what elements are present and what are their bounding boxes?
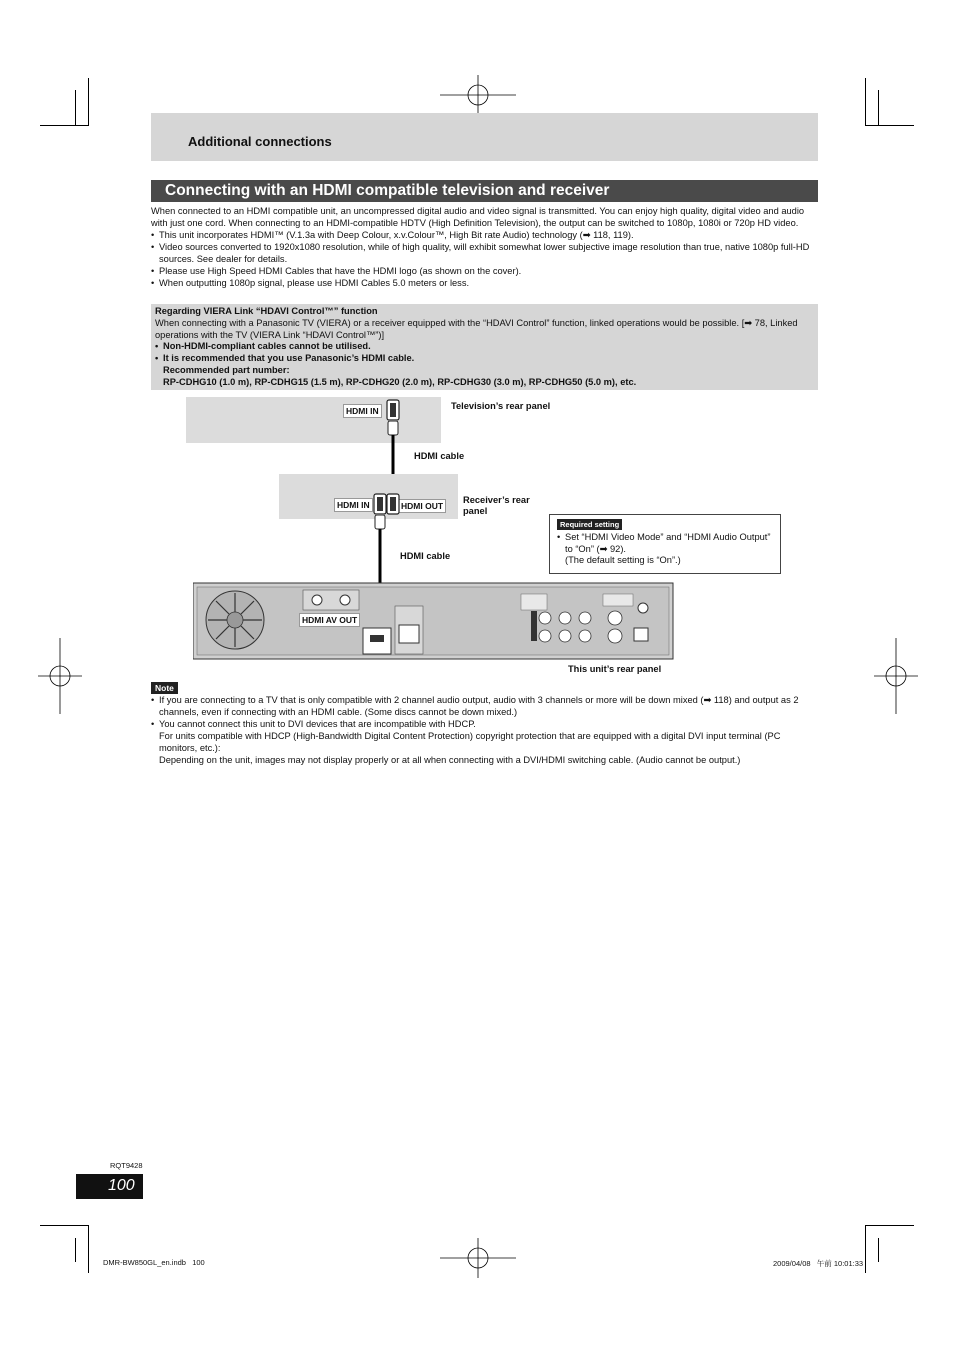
crop-mark [88, 78, 89, 126]
note-line: For units compatible with HDCP (High-Bandwidth Digital Content Protection) copyright protection that are equipped with a digital DVI input terminal (PC monitors, etc.): [159, 731, 781, 753]
list-item: • You cannot connect this unit to DVI devices that are incompatible with HDCP. [151, 719, 476, 729]
page-title: Connecting with an HDMI compatible television and receiver [165, 182, 610, 199]
file-name: DMR-BW850GL_en.indb 100 [103, 1258, 205, 1267]
crop-mark [866, 125, 914, 126]
recommended-label: Recommended part number: [163, 364, 290, 375]
bullet-text: This unit incorporates HDMI™ (V.1.3a with Deep Colour, x.v.Colour™, High Bit rate Audio) technology (➡ 118, 119). [159, 230, 634, 240]
doc-code: RQT9428 [110, 1161, 143, 1170]
crop-mark [878, 90, 879, 126]
list-item: • Non-HDMI-compliant cables cannot be utilised. [155, 341, 371, 352]
crop-mark [88, 1225, 89, 1273]
receiver-panel-label: Receiver’s rear panel [463, 495, 530, 516]
receiver-hdmi-in-label: HDMI IN [334, 498, 373, 512]
crop-mark [75, 1238, 76, 1262]
intro-paragraph: When connected to an HDMI compatible unit, an uncompressed digital audio and video signal is transmitted. You can enjoy high quality, digital video and audio with just one cord. When connecting to an HDMI-compatible HDTV (High Definition Television), the output can be switched to 1080p, 1080i or 720p HD video. [151, 206, 805, 228]
note-text [151, 694, 816, 766]
crop-mark [878, 1238, 879, 1262]
section-header: Additional connections [188, 134, 332, 149]
list-item: • When outputting 1080p signal, please use HDMI Cables 5.0 meters or less. [151, 278, 470, 288]
unit-rear-panel [193, 580, 675, 662]
required-setting-default: (The default setting is “On”.) [565, 555, 681, 565]
viera-text: When connecting with a Panasonic TV (VIERA) or a receiver equipped with the “HDAVI Control” function, linked operations would be possible. [➡ 78, Linked operations with the TV (VIERA Link “HDAVI Control™”)] [155, 317, 798, 340]
crop-mark [865, 78, 866, 126]
bullet-text: Please use High Speed HDMI Cables that have the HDMI logo (as shown on the cover). [159, 266, 522, 276]
bullet-text: It is recommended that you use Panasonic’s HDMI cable. [163, 353, 415, 364]
bullet-text: You cannot connect this unit to DVI devices that are incompatible with HDCP. [159, 719, 476, 729]
unit-panel-label: This unit’s rear panel [568, 664, 662, 674]
registration-mark [440, 75, 516, 115]
bullet-text: Video sources converted to 1920x1080 resolution, while of high quality, will exhibit somewhat lower subjective image resolution than true, native 1080p full-HD sources. See dealer for details. [159, 242, 810, 264]
list-item: • Please use High Speed HDMI Cables that have the HDMI logo (as shown on the cover). [151, 266, 522, 276]
registration-mark [440, 1238, 516, 1278]
list-item: • If you are connecting to a TV that is only compatible with 2 channel audio output, audio with 3 channels or more will be down mixed (➡ 118) and output as 2 channels, even if connecting with an HDMI cable. (Some discs cannot be down mixed.) [151, 694, 816, 718]
unit-hdmi-av-out-label: HDMI AV OUT [299, 613, 360, 627]
list-item: • Video sources converted to 1920x1080 resolution, while of high quality, will exhibit somewhat lower subjective image resolution than true, native 1080p full-HD sources. See dealer for details. [151, 241, 816, 265]
receiver-hdmi-out-label: HDMI OUT [398, 499, 446, 513]
required-setting-badge: Required setting [557, 519, 622, 530]
cable-2-label: HDMI cable [400, 551, 451, 561]
page-number: 100 [108, 1177, 135, 1194]
viera-heading: Regarding VIERA Link “HDAVI Control™” function [155, 306, 378, 316]
crop-mark [40, 1225, 88, 1226]
required-setting-text: Set “HDMI Video Mode” and “HDMI Audio Output” to “On” (➡ 92). [565, 532, 771, 554]
tv-hdmi-in-label: HDMI IN [343, 404, 382, 418]
viera-link-box [151, 304, 818, 390]
hdmi-port-icon [386, 493, 400, 515]
list-item: • Set “HDMI Video Mode” and “HDMI Audio Output” to “On” (➡ 92). [557, 532, 771, 554]
recommended-parts: RP-CDHG10 (1.0 m), RP-CDHG15 (1.5 m), RP-CDHG20 (2.0 m), RP-CDHG30 (3.0 m), RP-CDHG50 (5.0 m), etc. [163, 376, 637, 387]
bullet-text: If you are connecting to a TV that is only compatible with 2 channel audio output, audio with 3 channels or more will be down mixed (➡ 118) and output as 2 channels, even if connecting with an HDMI cable. (Some discs cannot be down mixed.) [159, 695, 799, 717]
hdmi-port-icon [386, 399, 400, 421]
registration-mark [874, 638, 918, 714]
crop-mark [40, 125, 88, 126]
bullet-text: When outputting 1080p signal, please use HDMI Cables 5.0 meters or less. [159, 278, 470, 288]
title-bar [151, 180, 818, 202]
cable-1-label: HDMI cable [414, 451, 465, 461]
section-header-bar [151, 113, 818, 161]
note-line: Depending on the unit, images may not display properly or at all when connecting with a DVI/HDMI switching cable. (Audio cannot be output.) [159, 755, 741, 765]
hdmi-port-icon [373, 493, 387, 515]
required-setting-box [549, 514, 781, 574]
page-number-box [76, 1174, 143, 1199]
intro-text [151, 205, 816, 289]
crop-mark [75, 90, 76, 126]
note-badge: Note [151, 682, 178, 694]
list-item: • It is recommended that you use Panasonic’s HDMI cable. [155, 353, 415, 364]
bullet-text: Non-HDMI-compliant cables cannot be utilised. [163, 341, 371, 352]
registration-mark [38, 638, 82, 714]
crop-mark [865, 1225, 866, 1273]
crop-mark [866, 1225, 914, 1226]
list-item: • This unit incorporates HDMI™ (V.1.3a with Deep Colour, x.v.Colour™, High Bit rate Audio) technology (➡ 118, 119). [151, 230, 634, 240]
tv-panel-label: Television’s rear panel [451, 401, 551, 411]
timestamp: 2009/04/08 午前 10:01:33 [773, 1259, 864, 1268]
